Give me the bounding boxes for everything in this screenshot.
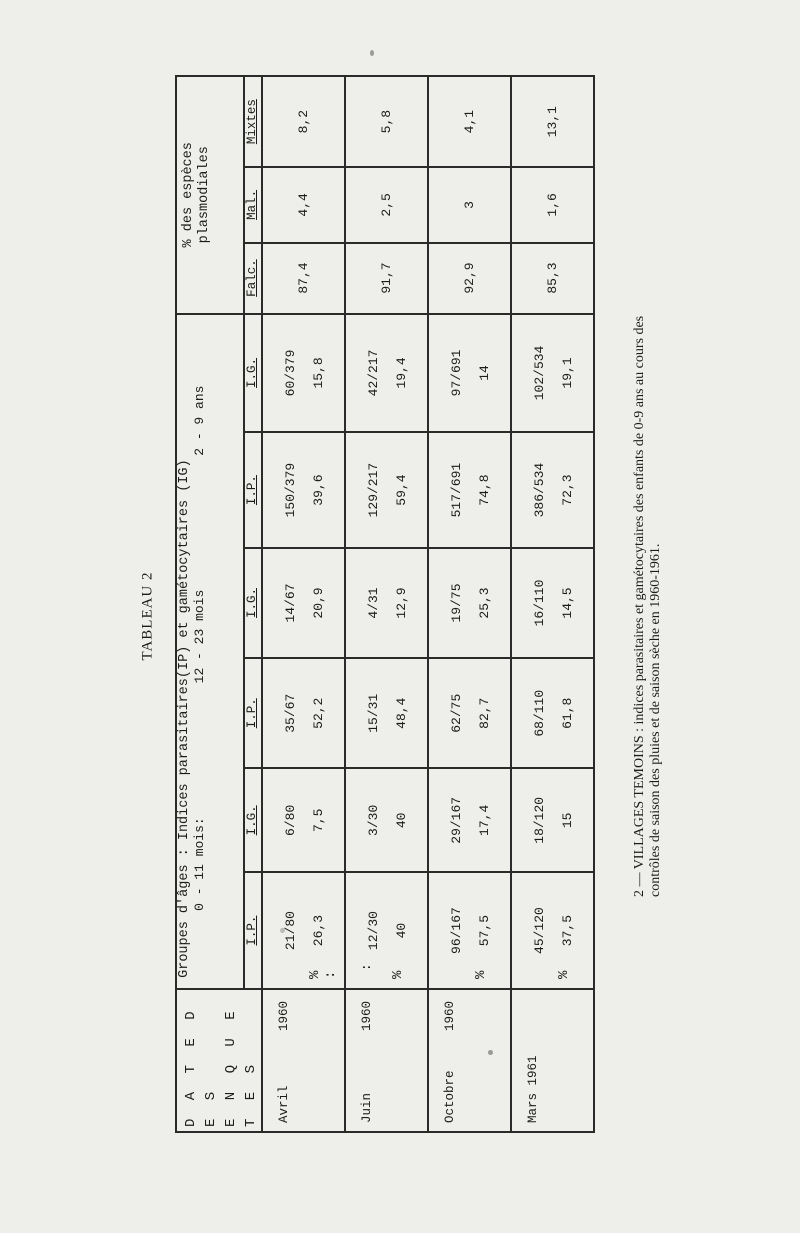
cell-ig-12-23 xyxy=(511,548,594,658)
ratio: 14/67 xyxy=(283,583,298,623)
cell-ig-0-11 xyxy=(428,768,511,872)
table-row xyxy=(345,76,428,1132)
percent: 14 xyxy=(477,365,492,381)
percent: 57,5 xyxy=(477,914,492,947)
percent: 82,7 xyxy=(477,697,492,729)
cell-ig-2-9 xyxy=(428,314,511,433)
row-percent-label: % xyxy=(556,970,572,979)
percent: 40 xyxy=(394,922,409,939)
row-month: Avril xyxy=(277,1085,291,1123)
ratio: 18/120 xyxy=(532,796,547,844)
subheader-mixtes: Mixtes xyxy=(244,76,262,167)
percent: 19,4 xyxy=(394,357,409,389)
ratio: 3/30 xyxy=(366,804,381,836)
subheader-ip: I.P. xyxy=(244,872,262,989)
cell-ig-0-11 xyxy=(345,768,428,872)
ratio: 150/379 xyxy=(283,462,298,518)
cell-mixtes: 4,1 xyxy=(428,76,511,167)
ratio: 4/31 xyxy=(366,587,381,619)
cell-ip-2-9 xyxy=(511,432,594,548)
percent: 48,4 xyxy=(394,697,409,729)
cell-ip-12-23 xyxy=(262,658,345,768)
ratio: 29/167 xyxy=(449,796,464,844)
ratio: 42/217 xyxy=(366,349,381,397)
date-header-line2: E N Q U E T E S xyxy=(223,1006,259,1127)
cell-ip-0-11 xyxy=(345,872,428,989)
age-range-0-11: 0 - 11 mois: xyxy=(192,817,207,911)
date-header-line1: D A T E D E S xyxy=(183,1006,219,1127)
percent: 59,4 xyxy=(394,474,409,506)
cell-falc: 91,7 xyxy=(345,243,428,314)
row-year: 1960 xyxy=(360,1000,374,1031)
cell-ip-2-9 xyxy=(262,432,345,548)
ratio: 97/691 xyxy=(449,349,464,397)
percent: 72,3 xyxy=(560,474,575,506)
group-header xyxy=(176,314,244,989)
row-month: Octobre xyxy=(443,1070,457,1123)
date-cell xyxy=(511,970,594,1132)
cell-mixtes: 8,2 xyxy=(262,76,345,167)
cell-ip-12-23 xyxy=(511,658,594,768)
cell-ig-12-23 xyxy=(428,548,511,658)
cell-mixtes: 13,1 xyxy=(511,76,594,167)
cell-ip-2-9 xyxy=(345,432,428,548)
cell-falc: 92,9 xyxy=(428,243,511,314)
table-caption: 2 — VILLAGES TEMOINS : indices parasitaires et gamétocytaires des enfants de 0-9 ans au cours des contrôles de saison des pluies et de saison sèche en 1960-1961. xyxy=(632,315,663,897)
subheader-ig: I.G. xyxy=(244,314,262,433)
ratio: 16/110 xyxy=(532,579,547,627)
percent: 40 xyxy=(394,812,409,829)
percent: 14,5 xyxy=(560,587,575,619)
ratio: 21/80 xyxy=(283,911,298,951)
row-year: 1960 xyxy=(277,1000,291,1031)
cell-ip-2-9 xyxy=(428,432,511,548)
species-header xyxy=(176,76,244,314)
ratio: 517/691 xyxy=(449,462,464,518)
row-month: Mars 1961 xyxy=(526,1055,540,1123)
cell-falc: 85,3 xyxy=(511,243,594,314)
date-header xyxy=(176,989,262,1132)
row-percent-label: % xyxy=(473,970,489,979)
ratio: 96/167 xyxy=(449,907,464,954)
percent: 7,5 xyxy=(311,808,326,833)
percent: 15 xyxy=(560,812,575,829)
cell-ip-12-23 xyxy=(345,658,428,768)
percent: 20,9 xyxy=(311,587,326,619)
percent: 26,3 xyxy=(311,914,326,947)
cell-ig-2-9 xyxy=(262,314,345,433)
ratio: 15/31 xyxy=(366,693,381,733)
cell-mal: 4,4 xyxy=(262,167,345,242)
ratio: 68/110 xyxy=(532,689,547,737)
percent: 17,4 xyxy=(477,804,492,836)
ratio: 60/379 xyxy=(283,349,298,397)
cell-falc: 87,4 xyxy=(262,243,345,314)
results-table xyxy=(175,75,595,1133)
percent: 39,6 xyxy=(311,474,326,506)
subheader-ig: I.G. xyxy=(244,768,262,872)
date-cell xyxy=(262,970,345,1132)
row-percent-label: % : xyxy=(307,970,339,979)
subheader-falc: Falc. xyxy=(244,243,262,314)
date-cell xyxy=(345,963,428,1132)
ratio: 45/120 xyxy=(532,907,547,954)
percent: 74,8 xyxy=(477,474,492,506)
rotated-table-container xyxy=(175,75,595,1133)
table-row xyxy=(511,76,594,1132)
cell-mal: 2,5 xyxy=(345,167,428,242)
subheader-ip: I.P. xyxy=(244,658,262,768)
ratio: 12/30 xyxy=(366,911,381,951)
ratio: 129/217 xyxy=(366,462,381,518)
cell-ig-12-23 xyxy=(262,548,345,658)
cell-ig-0-11 xyxy=(511,768,594,872)
percent: 61,8 xyxy=(560,697,575,729)
subheader-ip: I.P. xyxy=(244,432,262,548)
age-range-2-9: 2 - 9 ans xyxy=(192,385,207,456)
percent: 19,1 xyxy=(560,357,575,389)
ratio: 19/75 xyxy=(449,583,464,623)
percent: 37,5 xyxy=(560,914,575,947)
percent: 25,3 xyxy=(477,587,492,619)
ratio: 62/75 xyxy=(449,693,464,733)
table-row xyxy=(262,76,345,1132)
cell-ip-0-11 xyxy=(428,872,511,989)
page-title: TABLEAU 2 xyxy=(139,571,156,661)
cell-mixtes: 5,8 xyxy=(345,76,428,167)
cell-ig-2-9 xyxy=(345,314,428,433)
ratio: 386/534 xyxy=(532,462,547,518)
row-year: 1960 xyxy=(443,1000,457,1031)
ratio: 35/67 xyxy=(283,693,298,733)
ratio: 6/80 xyxy=(283,804,298,836)
cell-ig-0-11 xyxy=(262,768,345,872)
cell-ip-12-23 xyxy=(428,658,511,768)
row-month: Juin xyxy=(360,1092,374,1123)
group-header-text: Groupes d'âges : Indices parasitaires(IP) et gamétocytaires (IG) xyxy=(177,459,192,978)
ratio: 102/534 xyxy=(532,345,547,401)
cell-ip-0-11 xyxy=(511,872,594,989)
cell-ig-2-9 xyxy=(511,314,594,433)
cell-mal: 1,6 xyxy=(511,167,594,242)
percent: 52,2 xyxy=(311,697,326,729)
date-cell xyxy=(428,970,511,1132)
table-row xyxy=(428,76,511,1132)
species-header-line2: plasmodiales xyxy=(197,146,212,244)
age-range-12-23: 12 - 23 mois xyxy=(192,589,207,684)
row-mark: : xyxy=(360,963,374,971)
species-header-line1: % des espèces xyxy=(181,142,196,248)
cell-ig-12-23 xyxy=(345,548,428,658)
percent: 12,9 xyxy=(394,587,409,619)
cell-mal: 3 xyxy=(428,167,511,242)
percent: 15,8 xyxy=(311,357,326,389)
subheader-ig: I.G. xyxy=(244,548,262,658)
row-percent-label: % xyxy=(390,970,406,979)
paper-speck xyxy=(370,50,374,56)
subheader-mal: Mal. xyxy=(244,167,262,242)
